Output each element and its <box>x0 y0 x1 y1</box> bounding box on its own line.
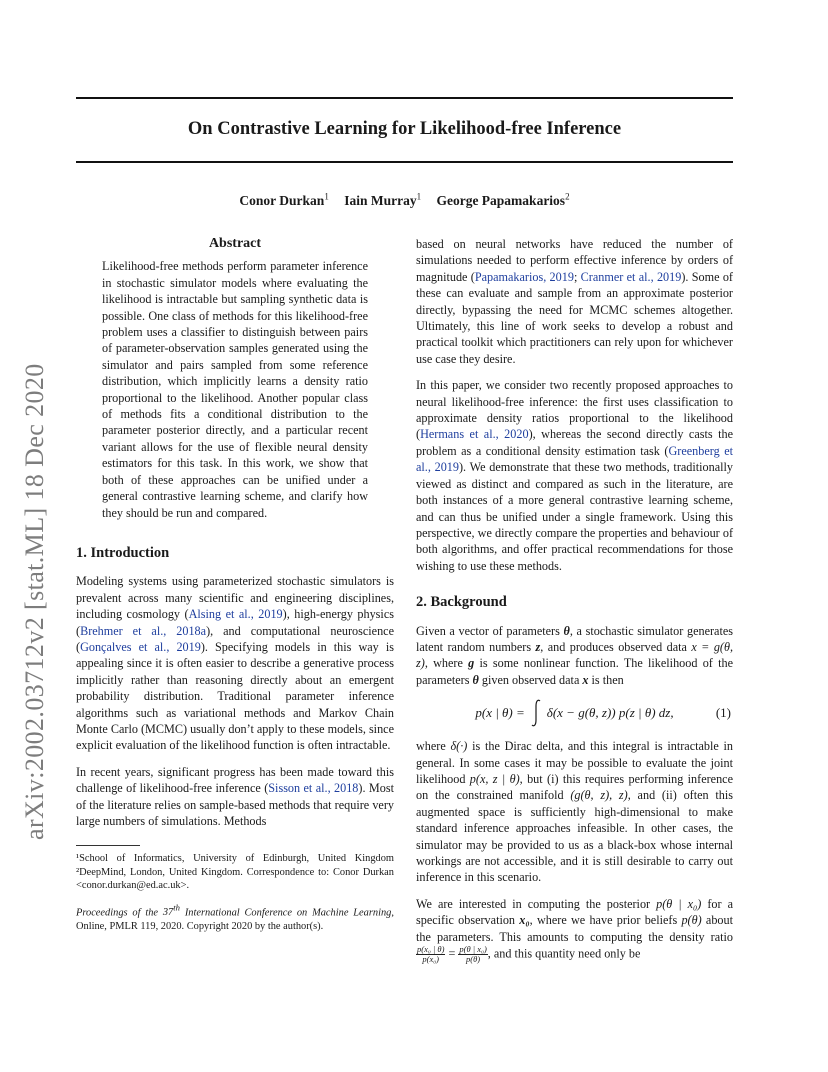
paper-title: On Contrastive Learning for Likelihood-free Inference <box>187 119 622 139</box>
intro-paragraph-4: In this paper, we consider two recently proposed approaches to neural likelihood-free inference: the first uses classification to approximate density ratios proportional to the likelihood (Hermans et al., 2020), whereas the second directly casts the problem as a conditional density estimation task (Greenberg et al., 2019). We demonstrate that these two methods, traditionally viewed as distinct and compared as such in the literature, are both instances of a more general contrastive learning scheme, and can thus be unified under a single framework. Using this perspective, we directly compare the properties and behaviour of both algorithms, and offer practical recommendations for those wishing to use these methods. <box>416 378 733 573</box>
title-rule-bottom <box>76 161 733 163</box>
intro-heading: 1. Introduction <box>76 544 170 561</box>
author-2: Iain Murray$^1$ <box>344 191 422 208</box>
abstract-heading: Abstract <box>208 236 262 251</box>
intro-paragraph-3: based on neural networks have reduced the number of simulations needed to perform effective inference by orders of magnitude (Papamakarios, 2019; Cranmer et al., 2019). Some of these can evaluate and sample from an approximate posterior directly, bypassing the need for MCMC schemes altogether. Ultimately, this line of work seeks to develop a robust and practical toolkit which practitioners can rely upon for whichever use case they desire. <box>416 237 733 366</box>
density-ratio-fraction: $\frac{\text{p(x₀ | θ)}}{\text{p(x₀)}}$ <box>417 944 445 965</box>
left-column <box>76 236 394 933</box>
equation-1 <box>416 698 733 728</box>
footnote-rule <box>76 845 140 846</box>
affiliation-footnote: ¹School of Informatics, University of Edinburgh, United Kingdom ²DeepMind, London, United Kingdom. Correspondence to: Conor Durkan <conor.durkan@ed.ac.uk>. <box>76 853 394 891</box>
citation-link[interactable]: Brehmer et al., 2018a <box>80 623 207 638</box>
abstract-text: Likelihood-free methods perform parameter inference in stochastic simulator models where evaluating the likelihood is intractable but sampling synthetic data is possible. One class of methods for this likelihood-free problem uses a classifier to distinguish between pairs of parameter-observation samples generated using the simulator and pairs sampled from some reference distribution, which implicitly learns a density ratio proportional to the likelihood. Another popular class of methods fits a conditional distribution to the parameter posterior directly, and a particular recent variant allows for the use of flexible neural density estimators for this task. In this work, we show that both of these approaches can be unified under a general contrastive learning scheme, and clarify how they should be run and compared. <box>102 259 368 520</box>
citation-link[interactable]: Sisson et al., 2018 <box>268 781 359 796</box>
citation-link[interactable]: Alsing et al., 2019 <box>188 607 283 622</box>
intro-paragraph-1: Modeling systems using parameterized stochastic simulators is prevalent across many scientific and engineering disciplines, including cosmology (Alsing et al., 2019), high-energy physics (Brehmer et al., 2018a), and computational neuroscience (Gonçalves et al., 2019). Specifying models in this way is appealing since it is often easier to describe a generative process implicitly rather than reasoning directly about an emergent probability distribution. Traditional parameter inference algorithms such as variational methods and Markov Chain Monte Carlo (MCMC) usually don’t apply to these models, since explicit evaluation of the likelihood function is often intractable. <box>76 574 394 753</box>
citation-link[interactable]: Greenberg et al., 2019 <box>416 443 733 475</box>
posterior-prior-fraction: $\frac{\text{p(θ | x₀)}}{p(\theta)}$ <box>459 944 487 965</box>
background-paragraph-1: Given a vector of parameters θ, a stochastic simulator generates latent random numbers z, and produces observed data x = g(θ, z), where g is some nonlinear function. The likelihood of the parameters θ given observed data x is then <box>416 623 734 687</box>
background-paragraph-3: We are interested in computing the posterior p(θ | x₀) for a specific observation x₀, where we have prior beliefs p(θ) about the parameters. This amounts to computing the density ratio $\frac{\text{p(x₀ | θ)}}{\text{p(x₀)}}$ = $\frac{\text{p(θ | x₀)}}{p(\theta)}$ , and this quantity need only be <box>416 896 734 965</box>
citation-link[interactable]: Gonçalves et al., 2019 <box>80 639 201 654</box>
background-heading: 2. Background <box>416 594 507 611</box>
equation-rhs: δ(x − g(θ, z)) p(z | θ) dz, <box>546 704 674 720</box>
equation-number: (1) <box>715 705 731 721</box>
citation-link[interactable]: Papamakarios, 2019 <box>474 269 574 284</box>
citation-link[interactable]: Cranmer et al., 2019 <box>580 269 682 284</box>
proceedings-note: Proceedings of the 37th International Conference on Machine Learning, Online, PMLR 119, 2020. Copyright 2020 by the author(s). <box>76 903 394 932</box>
integral-symbol <box>529 698 543 728</box>
equation-lhs: p(x | θ) = <box>475 704 525 720</box>
arxiv-identifier: arXiv:2002.03712v2 [stat.ML] 18 Dec 2020 <box>20 363 49 840</box>
author-3: George Papamakarios$^2$ <box>436 191 570 208</box>
background-paragraph-2: where δ(·) is the Dirac delta, and this integral is intractable in general. In some cases it may be possible to evaluate the joint likelihood p(x, z | θ), but (i) this requires performing inference on the constrained manifold (g(θ, z), z), and (ii) often this augmented space is sufficiently high-dimensional to make standard inference approaches infeasible. In other cases, the simulator may be provided to us as a black-box whose internal workings are not accessible, and it is still desirable to carry out inference in this scenario. <box>416 739 733 885</box>
author-1: Conor Durkan$^1$ <box>239 191 329 208</box>
intro-paragraph-2: In recent years, significant progress has been made toward this challenge of likelihood-free inference (Sisson et al., 2018). Most of the literature relies on sample-based methods that require very large numbers of simulations. Methods <box>76 764 394 828</box>
citation-link[interactable]: Hermans et al., 2020 <box>420 427 529 442</box>
right-column <box>416 236 733 974</box>
title-rule-top <box>76 97 733 99</box>
author-list <box>76 191 733 209</box>
